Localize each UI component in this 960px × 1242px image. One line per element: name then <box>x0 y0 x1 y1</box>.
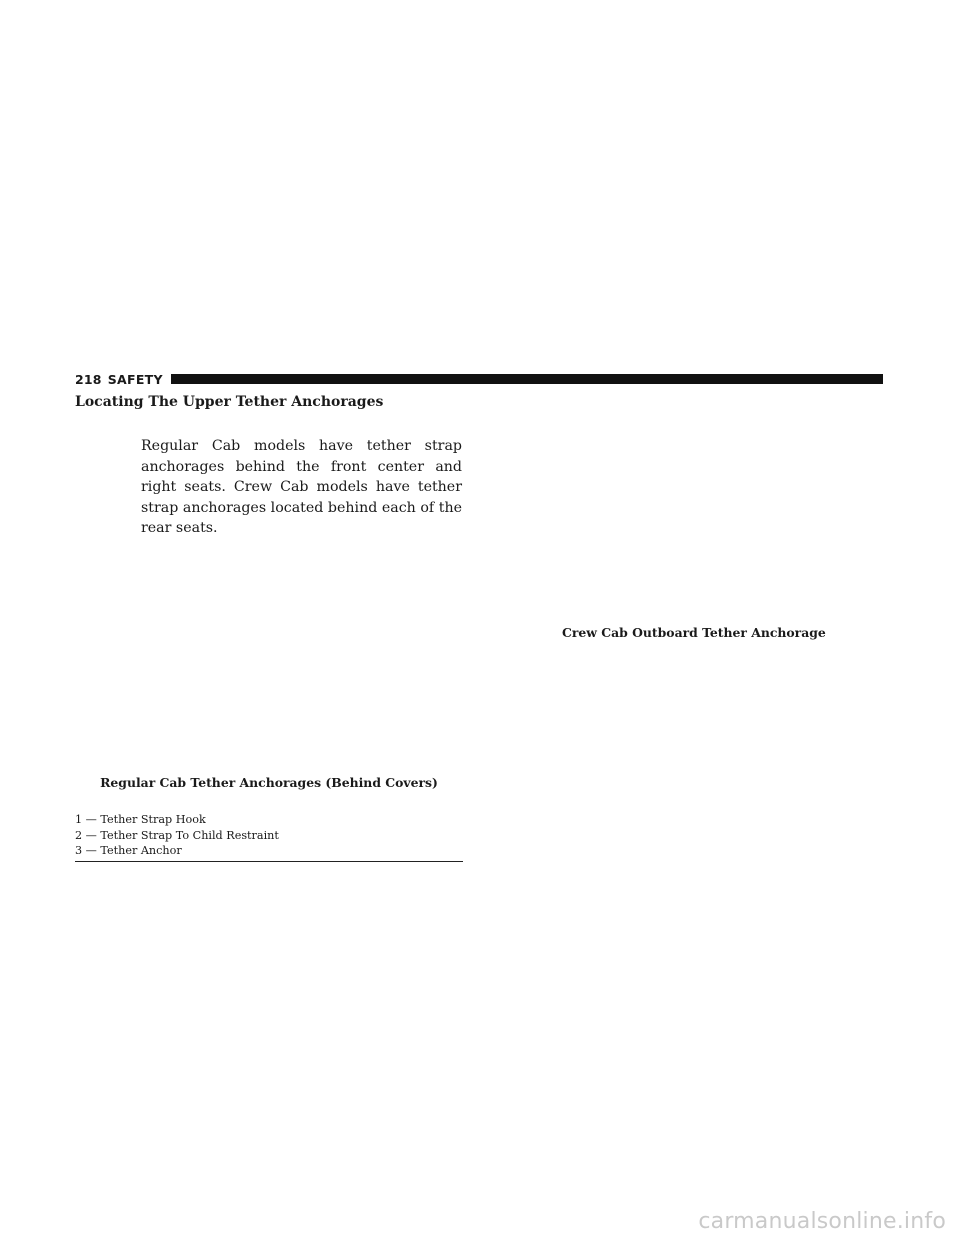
watermark-link[interactable]: carmanualsonline.info <box>698 1209 946 1234</box>
legend-item: 1 — Tether Strap Hook <box>75 813 206 826</box>
figure-caption-regular-cab: Regular Cab Tether Anchorages (Behind Covers) <box>100 775 438 790</box>
figure-caption-crew-cab: Crew Cab Outboard Tether Anchorage <box>562 625 826 640</box>
body-paragraph: Regular Cab models have tether strap anchorages behind the front center and right seats. Crew Cab models have tether strap anchorages located behind each of the rear seats. <box>141 438 462 537</box>
legend-divider <box>75 861 463 862</box>
page-number: 218 <box>75 371 102 387</box>
section-name: SAFETY <box>107 371 163 387</box>
section-heading: Locating The Upper Tether Anchorages <box>75 394 384 410</box>
header-rule-bar <box>171 374 883 384</box>
legend-item: 2 — Tether Strap To Child Restraint <box>75 828 279 842</box>
figure-legend <box>75 812 463 859</box>
legend-item: 3 — Tether Anchor <box>75 844 182 858</box>
page-header <box>75 371 883 387</box>
